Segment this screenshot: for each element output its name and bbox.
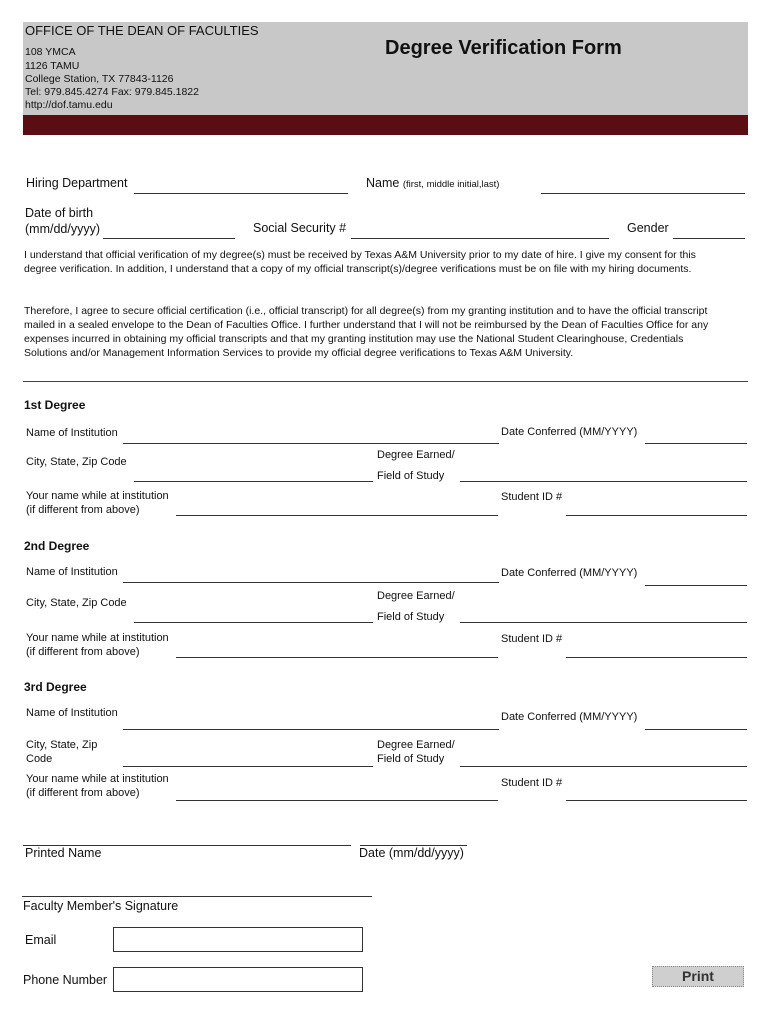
name-label-text: Name xyxy=(366,176,400,190)
ssn-label: Social Security # xyxy=(253,221,347,235)
degree-2-name-field[interactable] xyxy=(176,657,498,658)
degree-2-date-label: Date Conferred (MM/YYYY) xyxy=(501,567,638,579)
degree-1-degree-label: Degree Earned/ xyxy=(377,449,455,461)
faculty-signature-field[interactable] xyxy=(22,896,372,897)
faculty-signature-label: Faculty Member's Signature xyxy=(23,899,179,913)
degree-3-city-label-line-1: City, State, Zip xyxy=(26,739,98,751)
degree-2-degree-label: Degree Earned/ xyxy=(377,590,455,602)
consent-paragraph-1: I understand that official verification of my degree(s) must be received by Texas A&M University prior to my date of hire. I give my consent for this degree verification. In addition, I understand that a copy of my official transcript(s)/degree verifications must be on file with my hiring documents. xyxy=(24,249,696,275)
section-divider xyxy=(23,381,748,382)
degree-2-institution-field[interactable] xyxy=(123,582,499,583)
degree-1-institution-label: Name of Institution xyxy=(26,427,118,439)
hiring-department-label: Hiring Department xyxy=(26,176,128,190)
degree-1-degree-field[interactable] xyxy=(460,481,747,482)
degree-3-institution-label: Name of Institution xyxy=(26,707,118,719)
degree-2-name-label: Your name while at institution xyxy=(26,632,169,644)
degree-3-heading: 3rd Degree xyxy=(24,680,87,694)
degree-1-student-id-field[interactable] xyxy=(566,515,747,516)
degree-2-institution-label: Name of Institution xyxy=(26,566,118,578)
degree-2-name-hint: (if different from above) xyxy=(26,646,140,658)
degree-1-name-hint: (if different from above) xyxy=(26,504,140,516)
address-line-2: 1126 TAMU xyxy=(25,60,80,72)
form-title: Degree Verification Form xyxy=(385,37,622,59)
degree-2-student-id-label: Student ID # xyxy=(501,633,563,645)
degree-1-city-label: City, State, Zip Code xyxy=(26,456,127,468)
degree-3-city-field[interactable] xyxy=(123,766,373,767)
email-label: Email xyxy=(25,933,57,947)
degree-3-name-label: Your name while at institution xyxy=(26,773,169,785)
degree-1-field-label: Field of Study xyxy=(377,470,445,482)
address-line-3: College Station, TX 77843-1126 xyxy=(25,73,174,85)
degree-1-heading: 1st Degree xyxy=(24,398,86,412)
printed-name-label: Printed Name xyxy=(25,846,102,860)
degree-3-field-label: Field of Study xyxy=(377,753,445,765)
degree-2-city-field[interactable] xyxy=(134,622,373,623)
name-label xyxy=(366,176,499,190)
degree-3-city-label-line-2: Code xyxy=(26,753,53,765)
name-field[interactable] xyxy=(541,193,745,194)
degree-3-name-field[interactable] xyxy=(176,800,498,801)
office-name: OFFICE OF THE DEAN OF FACULTIES xyxy=(25,23,259,38)
website-link[interactable]: http://dof.tamu.edu xyxy=(25,99,113,111)
degree-3-student-id-label: Student ID # xyxy=(501,777,563,789)
degree-1-name-field[interactable] xyxy=(176,515,498,516)
degree-1-date-field[interactable] xyxy=(645,443,747,444)
degree-2-degree-field[interactable] xyxy=(460,622,747,623)
dob-format: (mm/dd/yyyy) xyxy=(25,222,100,236)
maroon-band xyxy=(23,115,748,135)
phone-label: Phone Number xyxy=(23,973,108,987)
signature-date-label: Date (mm/dd/yyyy) xyxy=(359,846,464,860)
degree-1-date-label: Date Conferred (MM/YYYY) xyxy=(501,426,638,438)
degree-1-city-field[interactable] xyxy=(134,481,373,482)
degree-2-heading: 2nd Degree xyxy=(24,539,90,553)
gender-field[interactable] xyxy=(673,238,745,239)
degree-1-institution-field[interactable] xyxy=(123,443,499,444)
degree-2-field-label: Field of Study xyxy=(377,611,445,623)
degree-3-degree-field[interactable] xyxy=(460,766,747,767)
degree-3-institution-field[interactable] xyxy=(123,729,499,730)
degree-1-name-label: Your name while at institution xyxy=(26,490,169,502)
ssn-field[interactable] xyxy=(351,238,609,239)
consent-paragraph-2: Therefore, I agree to secure official certification (i.e., official transcript) for all degree(s) from my granting institution and to have the official transcript mailed in a sealed envelope to the Dean of Faculties Office. I further understand that I will not be reimbursed by the Dean of Faculties Office for any expenses incurred in obtaining my official transcripts and that my granting institution may use the National Student Clearinghouse, Credentials Solutions and/or Management Information Services to provide my official degree verifications to Texas A&M University. xyxy=(24,305,709,359)
dob-field[interactable] xyxy=(103,238,235,239)
phone-input[interactable] xyxy=(113,967,363,992)
degree-2-date-field[interactable] xyxy=(645,585,747,586)
name-hint: (first, middle initial,last) xyxy=(402,179,500,190)
email-input[interactable] xyxy=(113,927,363,952)
dob-label: Date of birth xyxy=(25,206,94,220)
degree-3-date-field[interactable] xyxy=(645,729,747,730)
degree-3-name-hint: (if different from above) xyxy=(26,787,140,799)
address-line-1: 108 YMCA xyxy=(25,46,76,58)
degree-3-student-id-field[interactable] xyxy=(566,800,747,801)
gender-label: Gender xyxy=(627,221,669,235)
degree-2-student-id-field[interactable] xyxy=(566,657,747,658)
print-button[interactable]: Print xyxy=(652,966,744,987)
degree-1-student-id-label: Student ID # xyxy=(501,491,563,503)
degree-3-degree-label: Degree Earned/ xyxy=(377,739,455,751)
phone-fax-line: Tel: 979.845.4274 Fax: 979.845.1822 xyxy=(25,86,199,98)
degree-3-date-label: Date Conferred (MM/YYYY) xyxy=(501,711,638,723)
hiring-department-field[interactable] xyxy=(134,193,348,194)
degree-2-city-label: City, State, Zip Code xyxy=(26,597,127,609)
